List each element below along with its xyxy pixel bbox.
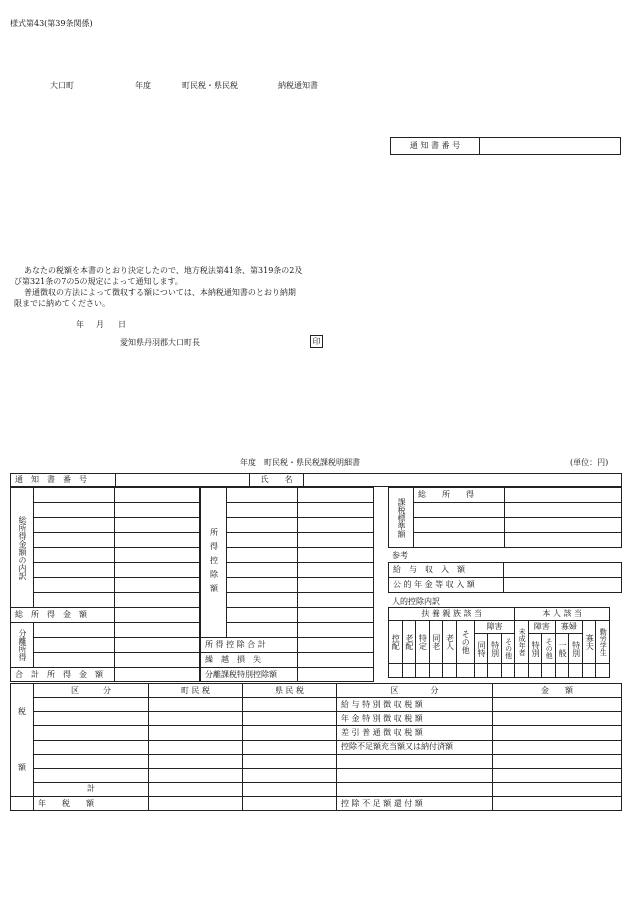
kubun-header: 区 分 bbox=[34, 684, 149, 698]
self-minor: 未成年者 bbox=[515, 621, 528, 664]
loss-carry-label: 繰 越 損 失 bbox=[201, 653, 298, 668]
shortfall-label: 控 除 不 足 額 還 付 額 bbox=[337, 797, 493, 811]
pension-income-label: 公 的 年 金 等 収 入 額 bbox=[389, 578, 504, 593]
separate-special-label: 分離課税特別控除額 bbox=[201, 668, 298, 682]
dis-col-1: 同特 bbox=[474, 634, 488, 664]
unit-label: (単位：円) bbox=[570, 458, 609, 467]
name-value[interactable] bbox=[304, 474, 622, 487]
dep-col-5: 老人 bbox=[443, 621, 457, 664]
dep-col-4: 同老 bbox=[429, 621, 443, 664]
kingaku-header: 金 額 bbox=[493, 684, 622, 698]
remarks-label: 参考 bbox=[392, 551, 408, 560]
tax-base-income-label: 総 所 得 bbox=[414, 488, 505, 503]
document-title: 納税通知書 bbox=[278, 81, 318, 90]
town-tax-header: 町 民 税 bbox=[149, 684, 243, 698]
student: 勤労学生 bbox=[596, 621, 610, 664]
total-income-label: 総 所 得 金 額 bbox=[11, 608, 115, 623]
widower: 寡夫 bbox=[582, 621, 596, 664]
seal-stamp: 印 bbox=[310, 335, 323, 348]
dep-col-2: 老配 bbox=[402, 621, 416, 664]
right-row-1: 給 与 特 別 徴 収 税 額 bbox=[337, 698, 493, 712]
tax-base-label: 課税標準額 bbox=[389, 488, 414, 548]
detail-title: 年度 町民税・県民税課税明細書 bbox=[240, 458, 360, 467]
right-row-4: 控除不足額充当額又は納付済額 bbox=[337, 740, 493, 754]
fiscal-year-label: 年度 bbox=[135, 81, 151, 90]
pref-tax-header: 県 民 税 bbox=[243, 684, 337, 698]
kei-label: 計 bbox=[34, 782, 149, 796]
deduction-table bbox=[200, 487, 374, 682]
salary-income-label: 給 与 収 入 額 bbox=[389, 563, 504, 578]
notice-number-value[interactable] bbox=[480, 138, 621, 155]
tax-title: 町民税・県民税 bbox=[182, 81, 238, 90]
deduction-total-label: 所 得 控 除 合 計 bbox=[201, 638, 298, 653]
widow-label: 寡婦 bbox=[555, 621, 582, 634]
self-dis-col-1: 特別 bbox=[528, 634, 542, 664]
notice-body: あなたの税額を本書のとおり決定したので、地方税法第41条、第319条の2及 び第321条の7の5の規定によって通知します。 普通徴収の方法によって徴収する額については、本納税通知書のとおり納期 限までに納めてください。 bbox=[14, 266, 303, 308]
notice-number-box bbox=[390, 137, 621, 155]
form-number: 様式第43(第39条関係) bbox=[10, 19, 93, 28]
income-table bbox=[10, 487, 200, 682]
dep-disability-label: 障害 bbox=[474, 621, 515, 634]
tax-base-table bbox=[388, 487, 622, 548]
tax-amount-side-label: 税 額 bbox=[11, 684, 34, 797]
dis-col-2: 特別 bbox=[488, 634, 502, 664]
kubun2-header: 区 分 bbox=[337, 684, 493, 698]
date-month: 月 bbox=[96, 320, 104, 329]
dep-col-6: その他 bbox=[456, 621, 474, 664]
dep-col-3: 特定 bbox=[416, 621, 430, 664]
income-amount-table bbox=[388, 562, 622, 593]
self-disability-label: 障害 bbox=[528, 621, 555, 634]
widow-col-2: 特別 bbox=[569, 634, 583, 664]
deduction-label: 所得控除額 bbox=[201, 488, 227, 638]
town-name: 大口町 bbox=[50, 81, 74, 90]
detail-header-row bbox=[10, 473, 622, 487]
tax-amount-table bbox=[10, 683, 622, 811]
annual-tax-label: 年 税 額 bbox=[34, 797, 149, 811]
issuer: 愛知県丹羽郡大口町長 bbox=[120, 338, 200, 347]
personal-deduction-label: 人的控除内訳 bbox=[392, 597, 440, 606]
dep-col-1: 控配 bbox=[389, 621, 403, 664]
detail-notice-label: 通 知 書 番 号 bbox=[11, 474, 116, 487]
self-dis-col-2: その他 bbox=[542, 634, 555, 664]
right-row-2: 年 金 特 別 徴 収 税 額 bbox=[337, 712, 493, 726]
separate-income-label: 分離所得 bbox=[11, 623, 34, 668]
notice-number-label: 通 知 書 番 号 bbox=[391, 138, 480, 155]
personal-deduction-table bbox=[388, 607, 610, 678]
name-label: 氏 名 bbox=[250, 474, 304, 487]
date-year: 年 bbox=[76, 320, 84, 329]
date-day: 日 bbox=[118, 320, 126, 329]
dis-col-3: その他 bbox=[501, 634, 514, 664]
total-income-sum-label: 合 計 所 得 金 額 bbox=[11, 668, 115, 682]
income-breakdown-label: 総所得金額の内訳 bbox=[11, 488, 34, 608]
widow-col-1: 一般 bbox=[555, 634, 569, 664]
right-row-3: 差 引 普 通 徴 収 税 額 bbox=[337, 726, 493, 740]
self-label: 本 人 該 当 bbox=[515, 608, 610, 621]
detail-notice-value[interactable] bbox=[116, 474, 250, 487]
dependents-label: 扶 養 親 族 該 当 bbox=[389, 608, 515, 621]
